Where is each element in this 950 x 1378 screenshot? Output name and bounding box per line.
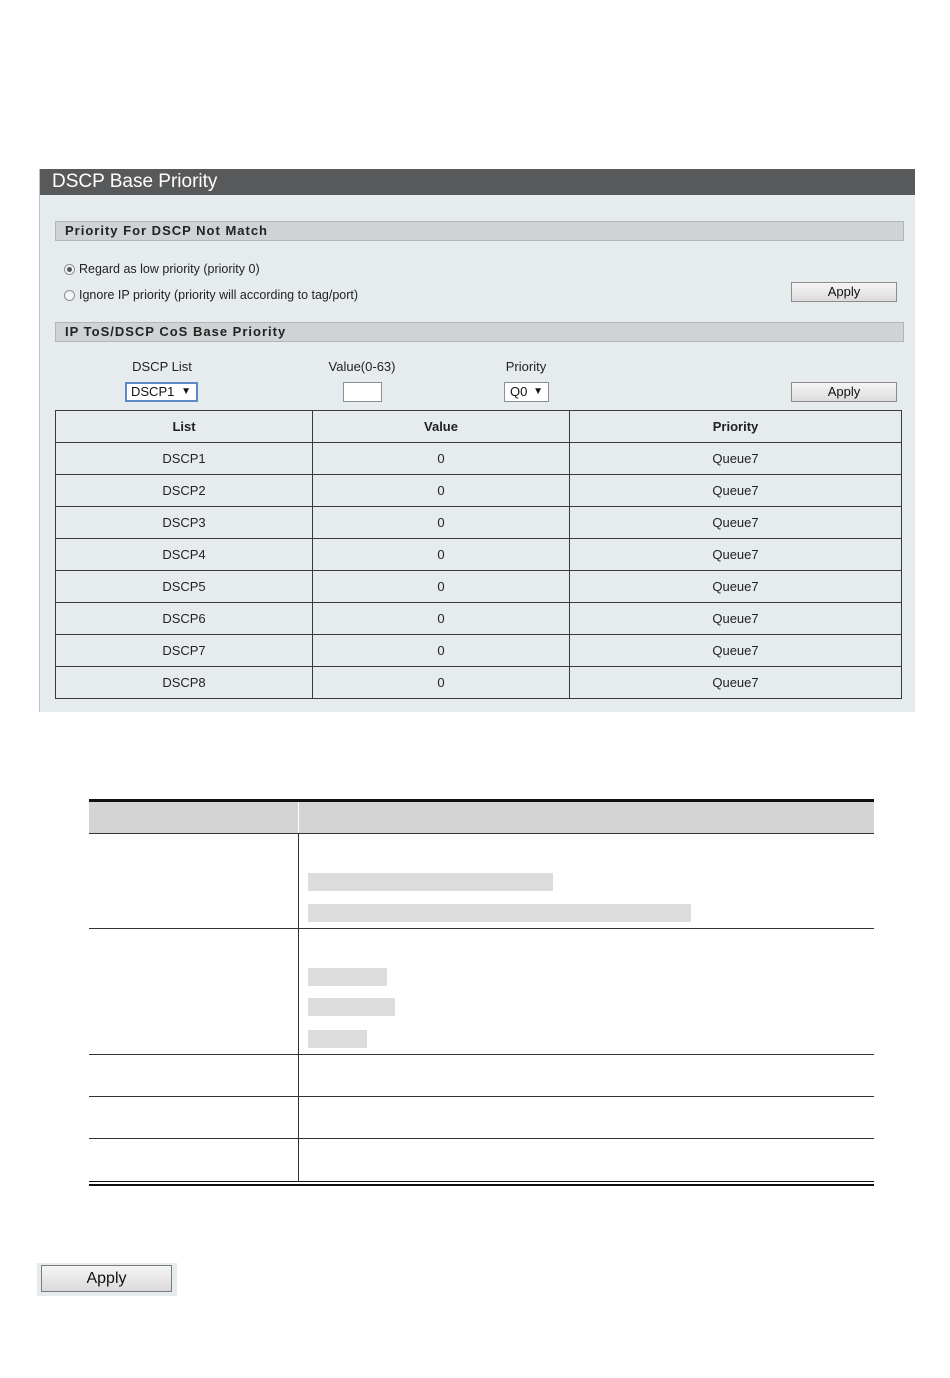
radio-label-low-priority: Regard as low priority (priority 0) [79,262,260,276]
dscp-list-select[interactable] [125,382,198,402]
description-table-header [89,802,874,833]
cell-list: DSCP7 [56,635,313,667]
redacted-text-block [308,873,553,891]
header-divider [298,802,299,833]
chevron-down-icon: ▼ [181,386,191,397]
apply-button-large[interactable]: Apply [41,1265,172,1292]
redacted-text-block [308,904,691,922]
cell-priority: Queue7 [570,667,902,699]
cell-list: DSCP8 [56,667,313,699]
dscp-priority-table [55,410,902,699]
dscp-list-select-value: DSCP1 [131,384,175,399]
cell-priority: Queue7 [570,539,902,571]
table-row [56,507,902,539]
table-row [56,539,902,571]
cell-list: DSCP6 [56,603,313,635]
row-divider [89,1096,874,1097]
table-rule-bottom [89,1181,874,1182]
cell-value: 0 [313,603,570,635]
cell-list: DSCP1 [56,443,313,475]
cell-value: 0 [313,475,570,507]
radio-option-low-priority[interactable] [64,261,260,277]
cell-priority: Queue7 [570,571,902,603]
cell-value: 0 [313,443,570,475]
radio-option-ignore-ip-priority[interactable] [64,287,358,303]
radio-label-ignore-ip-priority: Ignore IP priority (priority will according to tag/port) [79,288,359,302]
cell-priority: Queue7 [570,443,902,475]
cell-priority: Queue7 [570,603,902,635]
table-row [56,667,902,699]
cell-value: 0 [313,667,570,699]
value-range-label: Value(0-63) [328,359,396,374]
table-row [56,635,902,667]
cell-value: 0 [313,539,570,571]
table-header-row [56,411,902,443]
apply-button-cos-base[interactable]: Apply [791,382,897,402]
cell-list: DSCP5 [56,571,313,603]
cell-list: DSCP2 [56,475,313,507]
panel-title: DSCP Base Priority [40,169,915,195]
row-divider [89,928,874,929]
column-divider [298,834,299,1181]
apply-button-illustration [37,1263,177,1296]
cell-value: 0 [313,635,570,667]
chevron-down-icon: ▼ [533,386,543,397]
column-header-value: Value [313,411,570,443]
section-header-cos-base: IP ToS/DSCP CoS Base Priority [55,322,904,342]
cell-value: 0 [313,507,570,539]
header-rule [89,833,874,834]
table-row [56,443,902,475]
cell-list: DSCP4 [56,539,313,571]
cell-priority: Queue7 [570,475,902,507]
dscp-base-priority-panel [39,169,915,712]
redacted-text-block [308,968,387,986]
row-divider [89,1054,874,1055]
description-table [89,799,874,1186]
row-divider [89,1138,874,1139]
column-header-priority: Priority [570,411,902,443]
table-row [56,571,902,603]
cell-priority: Queue7 [570,507,902,539]
dscp-list-label: DSCP List [132,359,192,374]
column-header-list: List [56,411,313,443]
cell-priority: Queue7 [570,635,902,667]
value-input[interactable] [343,382,382,402]
priority-select[interactable] [504,382,549,402]
radio-checked-icon[interactable] [64,264,75,275]
radio-unchecked-icon[interactable] [64,290,75,301]
priority-label: Priority [505,359,547,374]
redacted-text-block [308,1030,367,1048]
apply-button-not-match[interactable]: Apply [791,282,897,302]
priority-select-value: Q0 [510,384,528,399]
cell-value: 0 [313,571,570,603]
section-header-not-match: Priority For DSCP Not Match [55,221,904,241]
cell-list: DSCP3 [56,507,313,539]
redacted-text-block [308,998,395,1016]
table-rule-bottom-double [89,1184,874,1186]
table-row [56,475,902,507]
table-row [56,603,902,635]
